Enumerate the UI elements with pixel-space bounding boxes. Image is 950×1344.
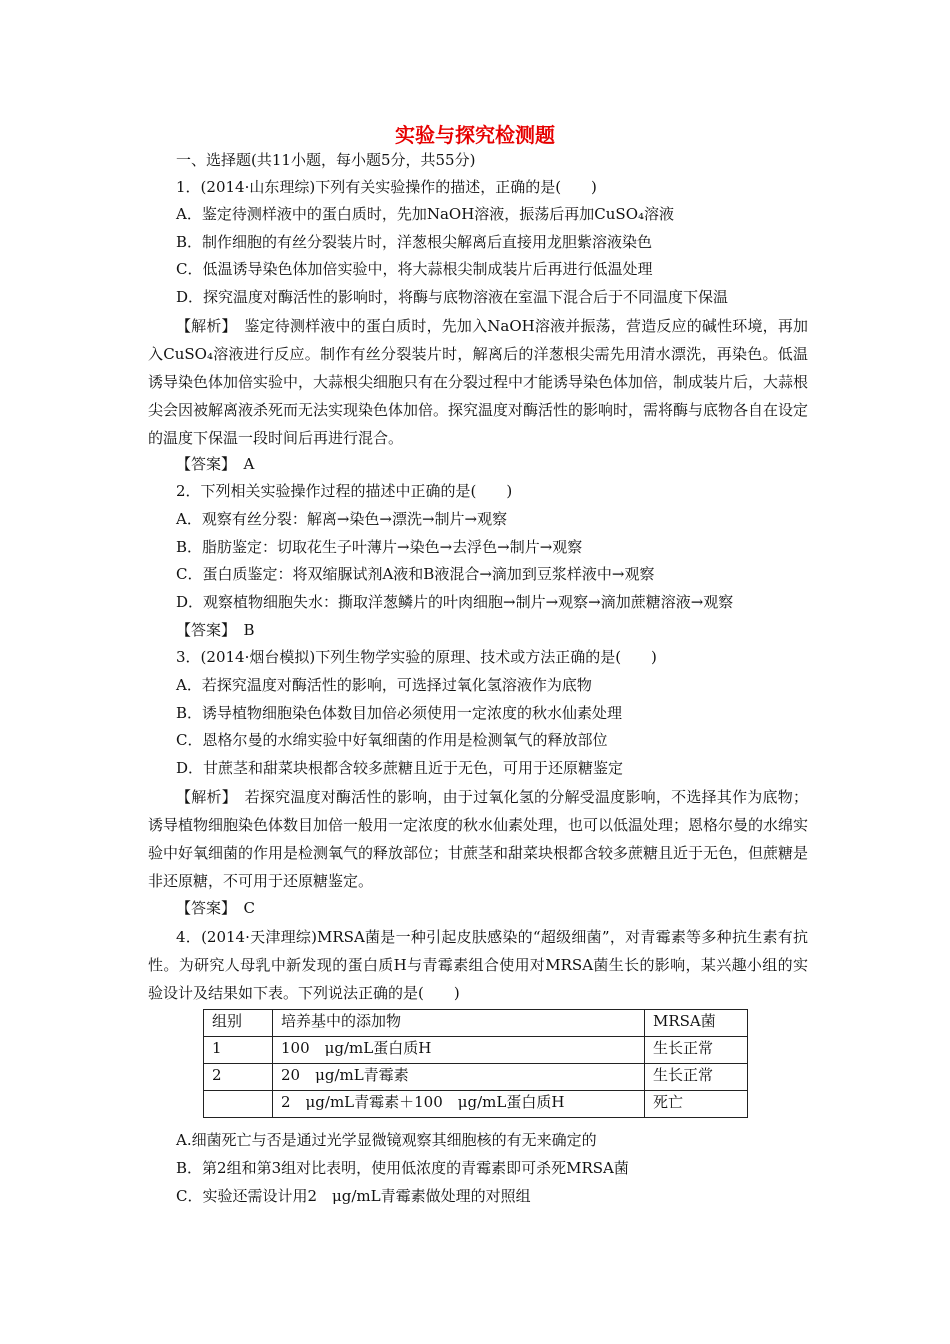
question-3-analysis: 【解析】 若探究温度对酶活性的影响，由于过氧化氢的分解受温度影响，不选择其作为底物；诱导植物细胞染色体数目加倍一般用一定浓度的秋水仙素处理，也可以低温处理；恩格尔曼的水绵实验中好氧细菌的作用是检测氧气的释放部位；甘蔗茎和甜菜块根都含较多蔗糖且近于无色，但蔗糖是非还原糖，不可用于还原糖鉴定。: [148, 788, 809, 890]
table-header-cell: 培养基中的添加物: [273, 1010, 645, 1037]
question-3-option-c: C．恩格尔曼的水绵实验中好氧细菌的作用是检测氧气的释放部位: [176, 731, 608, 749]
table-row: [204, 1037, 748, 1064]
question-3-option-d: D．甘蔗茎和甜菜块根都含较多蔗糖且近于无色，可用于还原糖鉴定: [176, 759, 624, 777]
question-1-option-a: A．鉴定待测样液中的蛋白质时，先加NaOH溶液，振荡后再加CuSO₄溶液: [176, 205, 675, 223]
question-4-option-a: A.细菌死亡与否是通过光学显微镜观察其细胞核的有无来确定的: [176, 1131, 597, 1149]
question-3-stem: 3．(2014·烟台模拟)下列生物学实验的原理、技术或方法正确的是( ): [176, 648, 657, 666]
experiment-table: [203, 1009, 748, 1118]
table-cell: 生长正常: [645, 1037, 748, 1064]
question-1-analysis: 【解析】 鉴定待测样液中的蛋白质时，先加入NaOH溶液并振荡，营造反应的碱性环境，再加入CuSO₄溶液进行反应。制作有丝分裂装片时，解离后的洋葱根尖需先用清水漂洗，再染色。低温诱导染色体加倍实验中，大蒜根尖细胞只有在分裂过程中才能诱导染色体加倍，制成装片后，大蒜根尖会因被解离液杀死而无法实现染色体加倍。探究温度对酶活性的影响时，需将酶与底物各自在设定的温度下保温一段时间后再进行混合。: [148, 317, 809, 447]
question-3-option-a: A．若探究温度对酶活性的影响，可选择过氧化氢溶液作为底物: [176, 676, 592, 694]
table-cell: 死亡: [645, 1091, 748, 1118]
table-cell: 2: [204, 1064, 273, 1091]
table-cell: 1: [204, 1037, 273, 1064]
table-header-row: [204, 1010, 748, 1037]
table-row: [204, 1064, 748, 1091]
question-2-option-b: B．脂肪鉴定：切取花生子叶薄片→染色→去浮色→制片→观察: [176, 538, 583, 556]
question-4-option-b: B．第2组和第3组对比表明，使用低浓度的青霉素即可杀死MRSA菌: [176, 1159, 629, 1177]
table-header-cell: MRSA菌: [645, 1010, 748, 1037]
question-4-option-c: C．实验还需设计用2 μg/mL青霉素做处理的对照组: [176, 1187, 531, 1205]
section-heading: 一、选择题(共11小题，每小题5分，共55分): [176, 151, 476, 169]
question-3-option-b: B．诱导植物细胞染色体数目加倍必须使用一定浓度的秋水仙素处理: [176, 704, 623, 722]
question-1-option-b: B．制作细胞的有丝分裂装片时，洋葱根尖解离后直接用龙胆紫溶液染色: [176, 233, 653, 251]
question-2-answer: 【答案】 B: [176, 621, 255, 639]
page-title: 实验与探究检测题: [395, 123, 555, 147]
table-cell: [204, 1091, 273, 1118]
table-cell: 100 μg/mL蛋白质H: [273, 1037, 645, 1064]
table-cell: 20 μg/mL青霉素: [273, 1064, 645, 1091]
question-1-option-c: C．低温诱导染色体加倍实验中，将大蒜根尖制成装片后再进行低温处理: [176, 260, 653, 278]
question-2-option-c: C．蛋白质鉴定：将双缩脲试剂A液和B液混合→滴加到豆浆样液中→观察: [176, 565, 655, 583]
table-header-cell: 组别: [204, 1010, 273, 1037]
question-1-option-d: D．探究温度对酶活性的影响时，将酶与底物溶液在室温下混合后于不同温度下保温: [176, 288, 729, 306]
question-2-option-d: D．观察植物细胞失水：撕取洋葱鳞片的叶肉细胞→制片→观察→滴加蔗糖溶液→观察: [176, 593, 734, 611]
question-3-answer: 【答案】 C: [176, 899, 255, 917]
question-1-answer: 【答案】 A: [176, 455, 255, 473]
table-cell: 2 μg/mL青霉素＋100 μg/mL蛋白质H: [273, 1091, 645, 1118]
question-4-stem: 4．(2014·天津理综)MRSA菌是一种引起皮肤感染的“超级细菌”，对青霉素等多种抗生素有抗性。为研究人母乳中新发现的蛋白质H与青霉素组合使用对MRSA菌生长的影响，某兴趣小组的实验设计及结果如下表。下列说法正确的是( ): [148, 928, 808, 1002]
question-2-stem: 2．下列相关实验操作过程的描述中正确的是( ): [176, 482, 513, 500]
question-1-stem: 1．(2014·山东理综)下列有关实验操作的描述，正确的是( ): [176, 178, 597, 196]
question-2-option-a: A．观察有丝分裂：解离→染色→漂洗→制片→观察: [176, 510, 508, 528]
table-row: [204, 1091, 748, 1118]
table-cell: 生长正常: [645, 1064, 748, 1091]
